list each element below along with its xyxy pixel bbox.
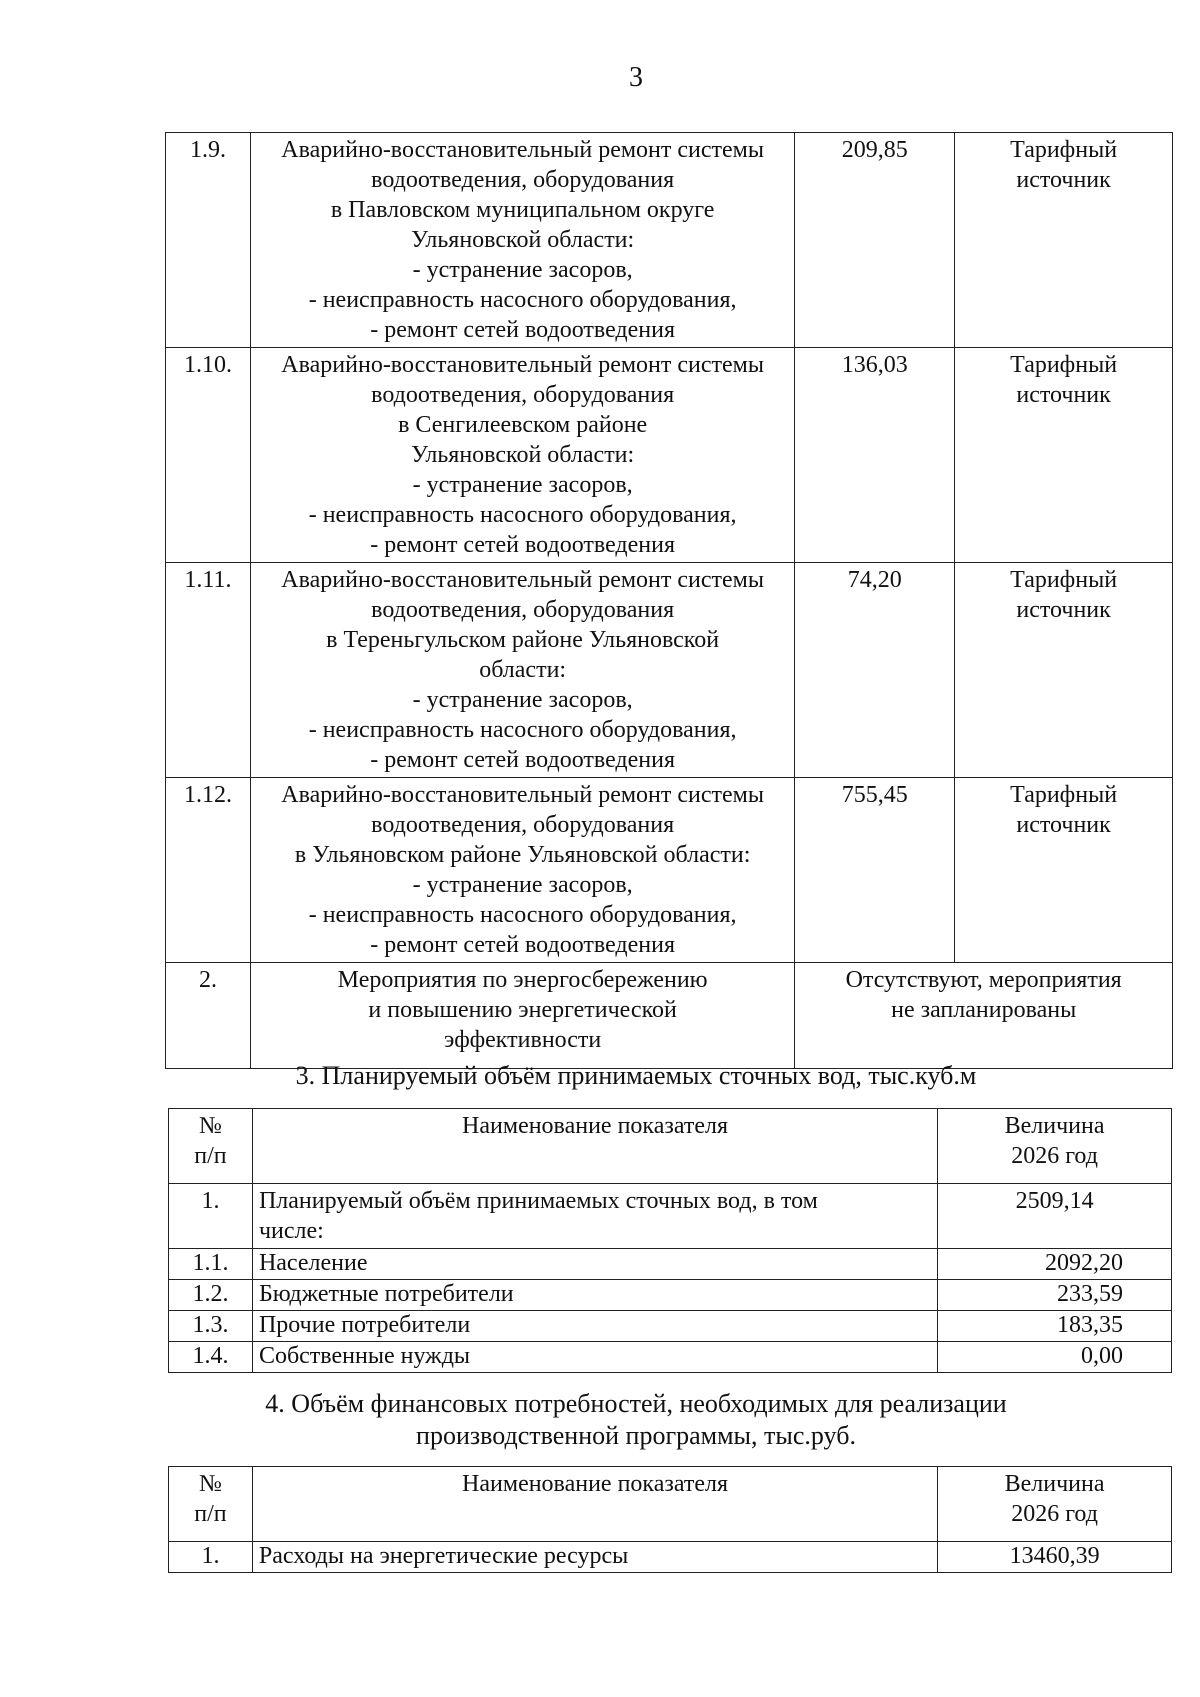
row-number: 1.3. [169, 1311, 253, 1342]
header-indicator-name: Наименование показателя [252, 1467, 937, 1542]
header-value: Величина 2026 год [938, 1467, 1172, 1542]
table-row [166, 563, 1173, 778]
indicator-name: Собственные нужды [252, 1342, 937, 1373]
table-row [166, 348, 1173, 563]
table-row [166, 133, 1173, 348]
works-table [165, 132, 1173, 1069]
table-row [169, 1542, 1172, 1573]
header-number: № п/п [169, 1467, 253, 1542]
row-number: 1.2. [169, 1280, 253, 1311]
indicator-value: 233,59 [938, 1280, 1172, 1311]
table-row [169, 1342, 1172, 1373]
section-3-caption: 3. Планируемый объём принимаемых сточных вод, тыс.куб.м [295, 1061, 977, 1090]
row-number: 2. [166, 963, 251, 1069]
work-description: Мероприятия по энергосбережению и повышению энергетической эффективности [250, 963, 794, 1069]
work-amount: 74,20 [795, 563, 955, 778]
table-row [169, 1184, 1172, 1249]
indicator-name: Бюджетные потребители [252, 1280, 937, 1311]
funding-source: Тарифный источник [955, 348, 1173, 563]
funding-source: Тарифный источник [955, 563, 1173, 778]
row-number: 1.10. [166, 348, 251, 563]
indicator-value: 183,35 [938, 1311, 1172, 1342]
header-number: № п/п [169, 1109, 253, 1184]
header-indicator-name: Наименование показателя [252, 1109, 937, 1184]
row-number: 1. [169, 1184, 253, 1249]
row-number: 1. [169, 1542, 253, 1573]
indicator-name: Планируемый объём принимаемых сточных вод, в том числе: [252, 1184, 937, 1249]
energy-saving-note: Отсутствуют, мероприятия не запланированы [795, 963, 1173, 1069]
table-row [169, 1249, 1172, 1280]
work-description: Аварийно-восстановительный ремонт системы водоотведения, оборудования в Сенгилеевском районе Ульяновской области: - устранение засоров, - неисправность насосного оборудования, - ремонт сетей водоотведения [250, 348, 794, 563]
section-4-caption: 4. Объём финансовых потребностей, необходимых для реализации производственной программы, тыс.руб. [265, 1389, 1007, 1450]
header-value: Величина 2026 год [938, 1109, 1172, 1184]
indicator-value: 13460,39 [938, 1542, 1172, 1573]
table-row [169, 1311, 1172, 1342]
funding-source: Тарифный источник [955, 133, 1173, 348]
indicator-value: 2092,20 [938, 1249, 1172, 1280]
row-number: 1.11. [166, 563, 251, 778]
indicator-name: Расходы на энергетические ресурсы [252, 1542, 937, 1573]
row-number: 1.12. [166, 778, 251, 963]
indicator-name: Прочие потребители [252, 1311, 937, 1342]
table-row [169, 1280, 1172, 1311]
work-amount: 209,85 [795, 133, 955, 348]
row-number: 1.4. [169, 1342, 253, 1373]
table-row [166, 778, 1173, 963]
wastewater-volume-table [168, 1108, 1172, 1373]
financial-needs-table [168, 1466, 1172, 1573]
indicator-value: 2509,14 [938, 1184, 1172, 1249]
work-description: Аварийно-восстановительный ремонт системы водоотведения, оборудования в Павловском муниципальном округе Ульяновской области: - устранение засоров, - неисправность насосного оборудования, - ремонт сетей водоотведения [250, 133, 794, 348]
work-amount: 136,03 [795, 348, 955, 563]
table-header-row [169, 1109, 1172, 1184]
indicator-name: Население [252, 1249, 937, 1280]
work-description: Аварийно-восстановительный ремонт системы водоотведения, оборудования в Ульяновском районе Ульяновской области: - устранение засоров, - неисправность насосного оборудования, - ремонт сетей водоотведения [250, 778, 794, 963]
work-amount: 755,45 [795, 778, 955, 963]
row-number: 1.9. [166, 133, 251, 348]
indicator-value: 0,00 [938, 1342, 1172, 1373]
page-number: 3 [629, 62, 643, 93]
funding-source: Тарифный источник [955, 778, 1173, 963]
work-description: Аварийно-восстановительный ремонт системы водоотведения, оборудования в Тереньгульском районе Ульяновской области: - устранение засоров, - неисправность насосного оборудования, - ремонт сетей водоотведения [250, 563, 794, 778]
table-row [166, 963, 1173, 1069]
table-header-row [169, 1467, 1172, 1542]
row-number: 1.1. [169, 1249, 253, 1280]
